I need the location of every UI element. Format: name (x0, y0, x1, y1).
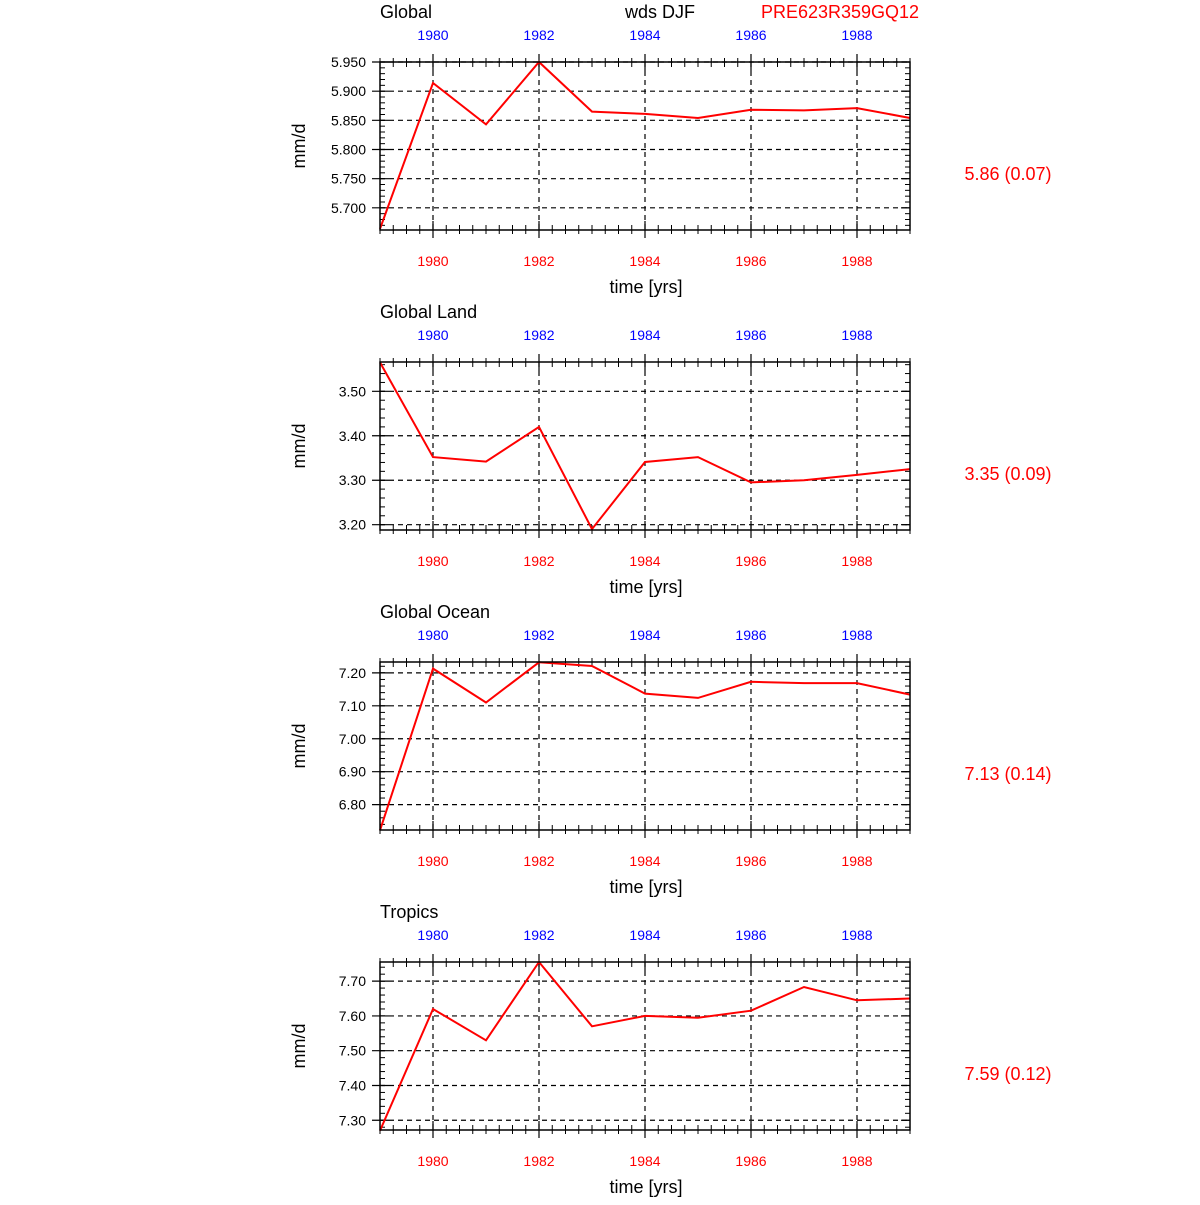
xtick-label-bottom: 1986 (735, 253, 766, 269)
panel-tropics (289, 902, 1052, 1197)
ytick-label: 7.50 (339, 1043, 366, 1059)
ytick-label: 3.30 (339, 472, 366, 488)
stat-label: 7.13 (0.14) (964, 764, 1051, 784)
xtick-label-bottom: 1988 (841, 553, 872, 569)
xtick-label-bottom: 1982 (523, 253, 554, 269)
xtick-label-top: 1980 (417, 927, 448, 943)
panel-title: Tropics (380, 902, 438, 922)
xtick-label-top: 1988 (841, 627, 872, 643)
panel-title: Global (380, 2, 432, 22)
xtick-label-bottom: 1980 (417, 253, 448, 269)
xtick-label-bottom: 1982 (523, 553, 554, 569)
xtick-label-bottom: 1982 (523, 853, 554, 869)
ytick-label: 7.00 (339, 731, 366, 747)
x-axis-label: time [yrs] (609, 877, 682, 897)
x-axis-label: time [yrs] (609, 277, 682, 297)
xtick-label-bottom: 1988 (841, 253, 872, 269)
ytick-label: 6.80 (339, 797, 366, 813)
panel-global (289, 2, 1052, 297)
xtick-label-top: 1980 (417, 27, 448, 43)
xtick-label-bottom: 1984 (629, 553, 660, 569)
xtick-label-bottom: 1980 (417, 853, 448, 869)
figure-center-title: wds DJF (624, 2, 695, 22)
ytick-label: 7.10 (339, 698, 366, 714)
y-axis-label: mm/d (289, 724, 309, 769)
xtick-label-top: 1984 (629, 627, 660, 643)
xtick-label-top: 1988 (841, 327, 872, 343)
xtick-label-bottom: 1984 (629, 1153, 660, 1169)
xtick-label-top: 1988 (841, 27, 872, 43)
ytick-label: 5.750 (331, 171, 366, 187)
xtick-label-top: 1980 (417, 327, 448, 343)
xtick-label-top: 1982 (523, 927, 554, 943)
ytick-label: 5.850 (331, 112, 366, 128)
xtick-label-top: 1984 (629, 27, 660, 43)
ytick-label: 7.30 (339, 1112, 366, 1128)
xtick-label-top: 1984 (629, 927, 660, 943)
y-axis-label: mm/d (289, 124, 309, 169)
ytick-label: 7.70 (339, 973, 366, 989)
xtick-label-bottom: 1986 (735, 1153, 766, 1169)
x-axis-label: time [yrs] (609, 1177, 682, 1197)
ytick-label: 3.20 (339, 517, 366, 533)
ytick-label: 7.60 (339, 1008, 366, 1024)
xtick-label-bottom: 1980 (417, 1153, 448, 1169)
ytick-label: 5.800 (331, 142, 366, 158)
ytick-label: 5.700 (331, 200, 366, 216)
xtick-label-top: 1988 (841, 927, 872, 943)
stat-label: 7.59 (0.12) (964, 1064, 1051, 1084)
xtick-label-top: 1986 (735, 927, 766, 943)
xtick-label-top: 1982 (523, 27, 554, 43)
xtick-label-top: 1986 (735, 327, 766, 343)
xtick-label-bottom: 1988 (841, 1153, 872, 1169)
xtick-label-top: 1986 (735, 627, 766, 643)
xtick-label-bottom: 1980 (417, 553, 448, 569)
panel-title: Global Land (380, 302, 477, 322)
panel-title: Global Ocean (380, 602, 490, 622)
xtick-label-top: 1986 (735, 27, 766, 43)
ytick-label: 7.20 (339, 665, 366, 681)
xtick-label-top: 1982 (523, 327, 554, 343)
xtick-label-bottom: 1988 (841, 853, 872, 869)
ytick-label: 5.950 (331, 54, 366, 70)
panel-global-land (289, 302, 1052, 597)
xtick-label-top: 1982 (523, 627, 554, 643)
y-axis-label: mm/d (289, 1024, 309, 1069)
xtick-label-top: 1984 (629, 327, 660, 343)
panel-global-ocean (289, 602, 1052, 897)
figure-run-id: PRE623R359GQ12 (761, 2, 919, 22)
ytick-label: 3.50 (339, 383, 366, 399)
xtick-label-bottom: 1982 (523, 1153, 554, 1169)
x-axis-label: time [yrs] (609, 577, 682, 597)
ytick-label: 7.40 (339, 1077, 366, 1093)
stat-label: 5.86 (0.07) (964, 164, 1051, 184)
stat-label: 3.35 (0.09) (964, 464, 1051, 484)
xtick-label-bottom: 1984 (629, 853, 660, 869)
ytick-label: 6.90 (339, 764, 366, 780)
ytick-label: 3.40 (339, 428, 366, 444)
ytick-label: 5.900 (331, 83, 366, 99)
xtick-label-bottom: 1986 (735, 853, 766, 869)
xtick-label-bottom: 1984 (629, 253, 660, 269)
y-axis-label: mm/d (289, 424, 309, 469)
xtick-label-top: 1980 (417, 627, 448, 643)
xtick-label-bottom: 1986 (735, 553, 766, 569)
